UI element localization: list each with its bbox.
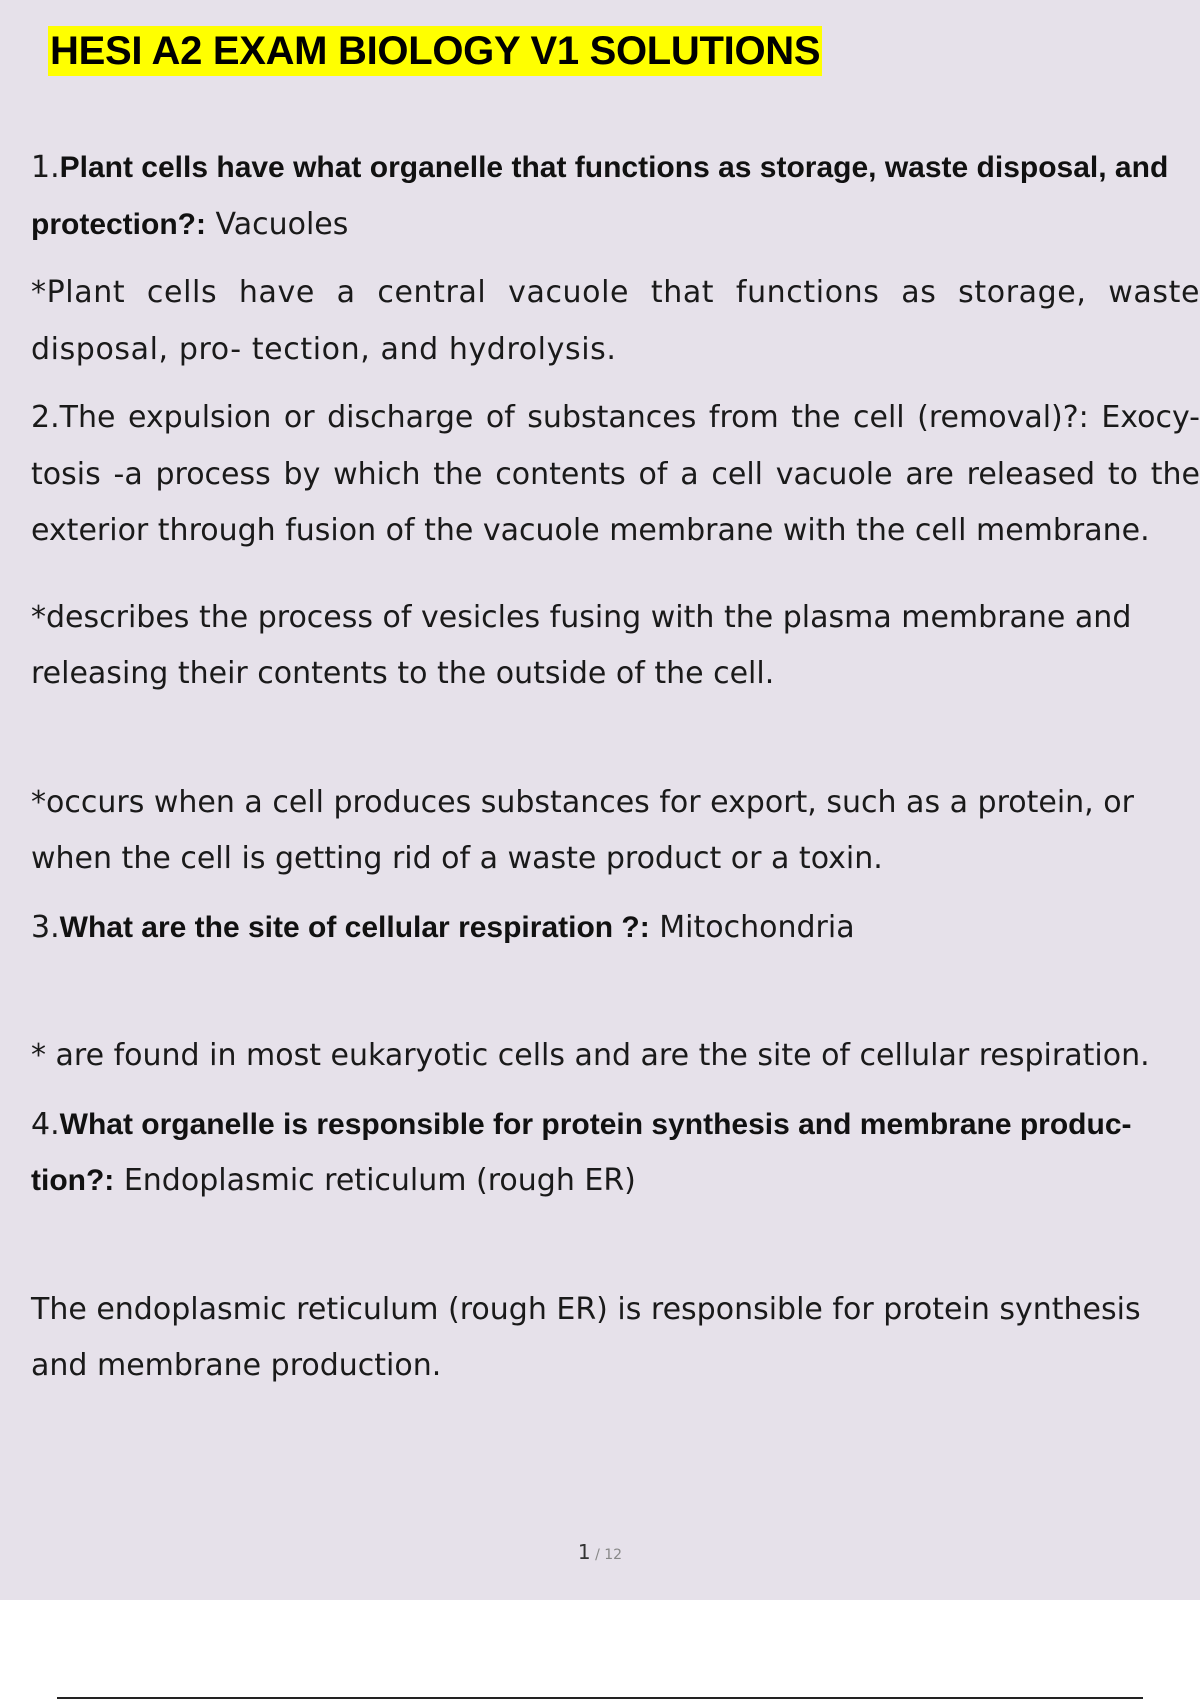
question-item-1 bbox=[31, 140, 1200, 253]
answer-text: Mitochondria bbox=[649, 909, 855, 945]
question-number: 4. bbox=[31, 1106, 60, 1142]
question-number: 3. bbox=[31, 909, 60, 945]
explanation-note: *describes the process of vesicles fusing with the plasma membrane and releasing their contents to the outside of the cell. bbox=[31, 599, 1132, 691]
question-text: What are the site of cellular respiration ?: bbox=[59, 910, 650, 944]
explanation-note: * are found in most eukaryotic cells and are the site of cellular respiration. bbox=[31, 1038, 1150, 1073]
answer-text: Exocy- tosis -a process by which the contents of a cell vacuole are released to the exterior through fusion of the vacuole membrane with the cell membrane. bbox=[31, 400, 1200, 548]
page-number bbox=[0, 1540, 1200, 1564]
question-item-2 bbox=[31, 390, 1200, 560]
answer-text: Vacuoles bbox=[205, 206, 349, 242]
document-title: HESI A2 EXAM BIOLOGY V1 SOLUTIONS bbox=[48, 26, 822, 76]
question-number: 2. bbox=[31, 400, 60, 435]
explanation-note: The endoplasmic reticulum (rough ER) is responsible for protein synthesis and membrane production. bbox=[31, 1291, 1141, 1383]
page-total: / 12 bbox=[590, 1547, 623, 1563]
question-text: The expulsion or discharge of substances from the cell (removal)?: bbox=[59, 400, 1089, 435]
answer-text: Endoplasmic reticulum (rough ER) bbox=[114, 1163, 636, 1198]
question-number: 1. bbox=[31, 150, 60, 185]
explanation-note: *occurs when a cell produces substances for export, such as a protein, or when the cell is getting rid of a waste product or a toxin. bbox=[31, 784, 1134, 876]
explanation-note: *Plant cells have a central vacuole that functions as storage, waste disposal, pro- tection, and hydrolysis. bbox=[31, 275, 1200, 367]
page-current: 1 bbox=[577, 1540, 591, 1564]
page-divider bbox=[57, 1697, 1143, 1699]
question-item-3 bbox=[31, 900, 1200, 957]
question-text: Plant cells have what organelle that functions as storage, waste disposal, and protection?: bbox=[31, 151, 1169, 241]
question-text: What organelle is responsible for protein synthesis and membrane produc- tion?: bbox=[31, 1107, 1132, 1197]
document-body bbox=[31, 140, 1200, 1395]
question-item-4 bbox=[31, 1097, 1200, 1210]
